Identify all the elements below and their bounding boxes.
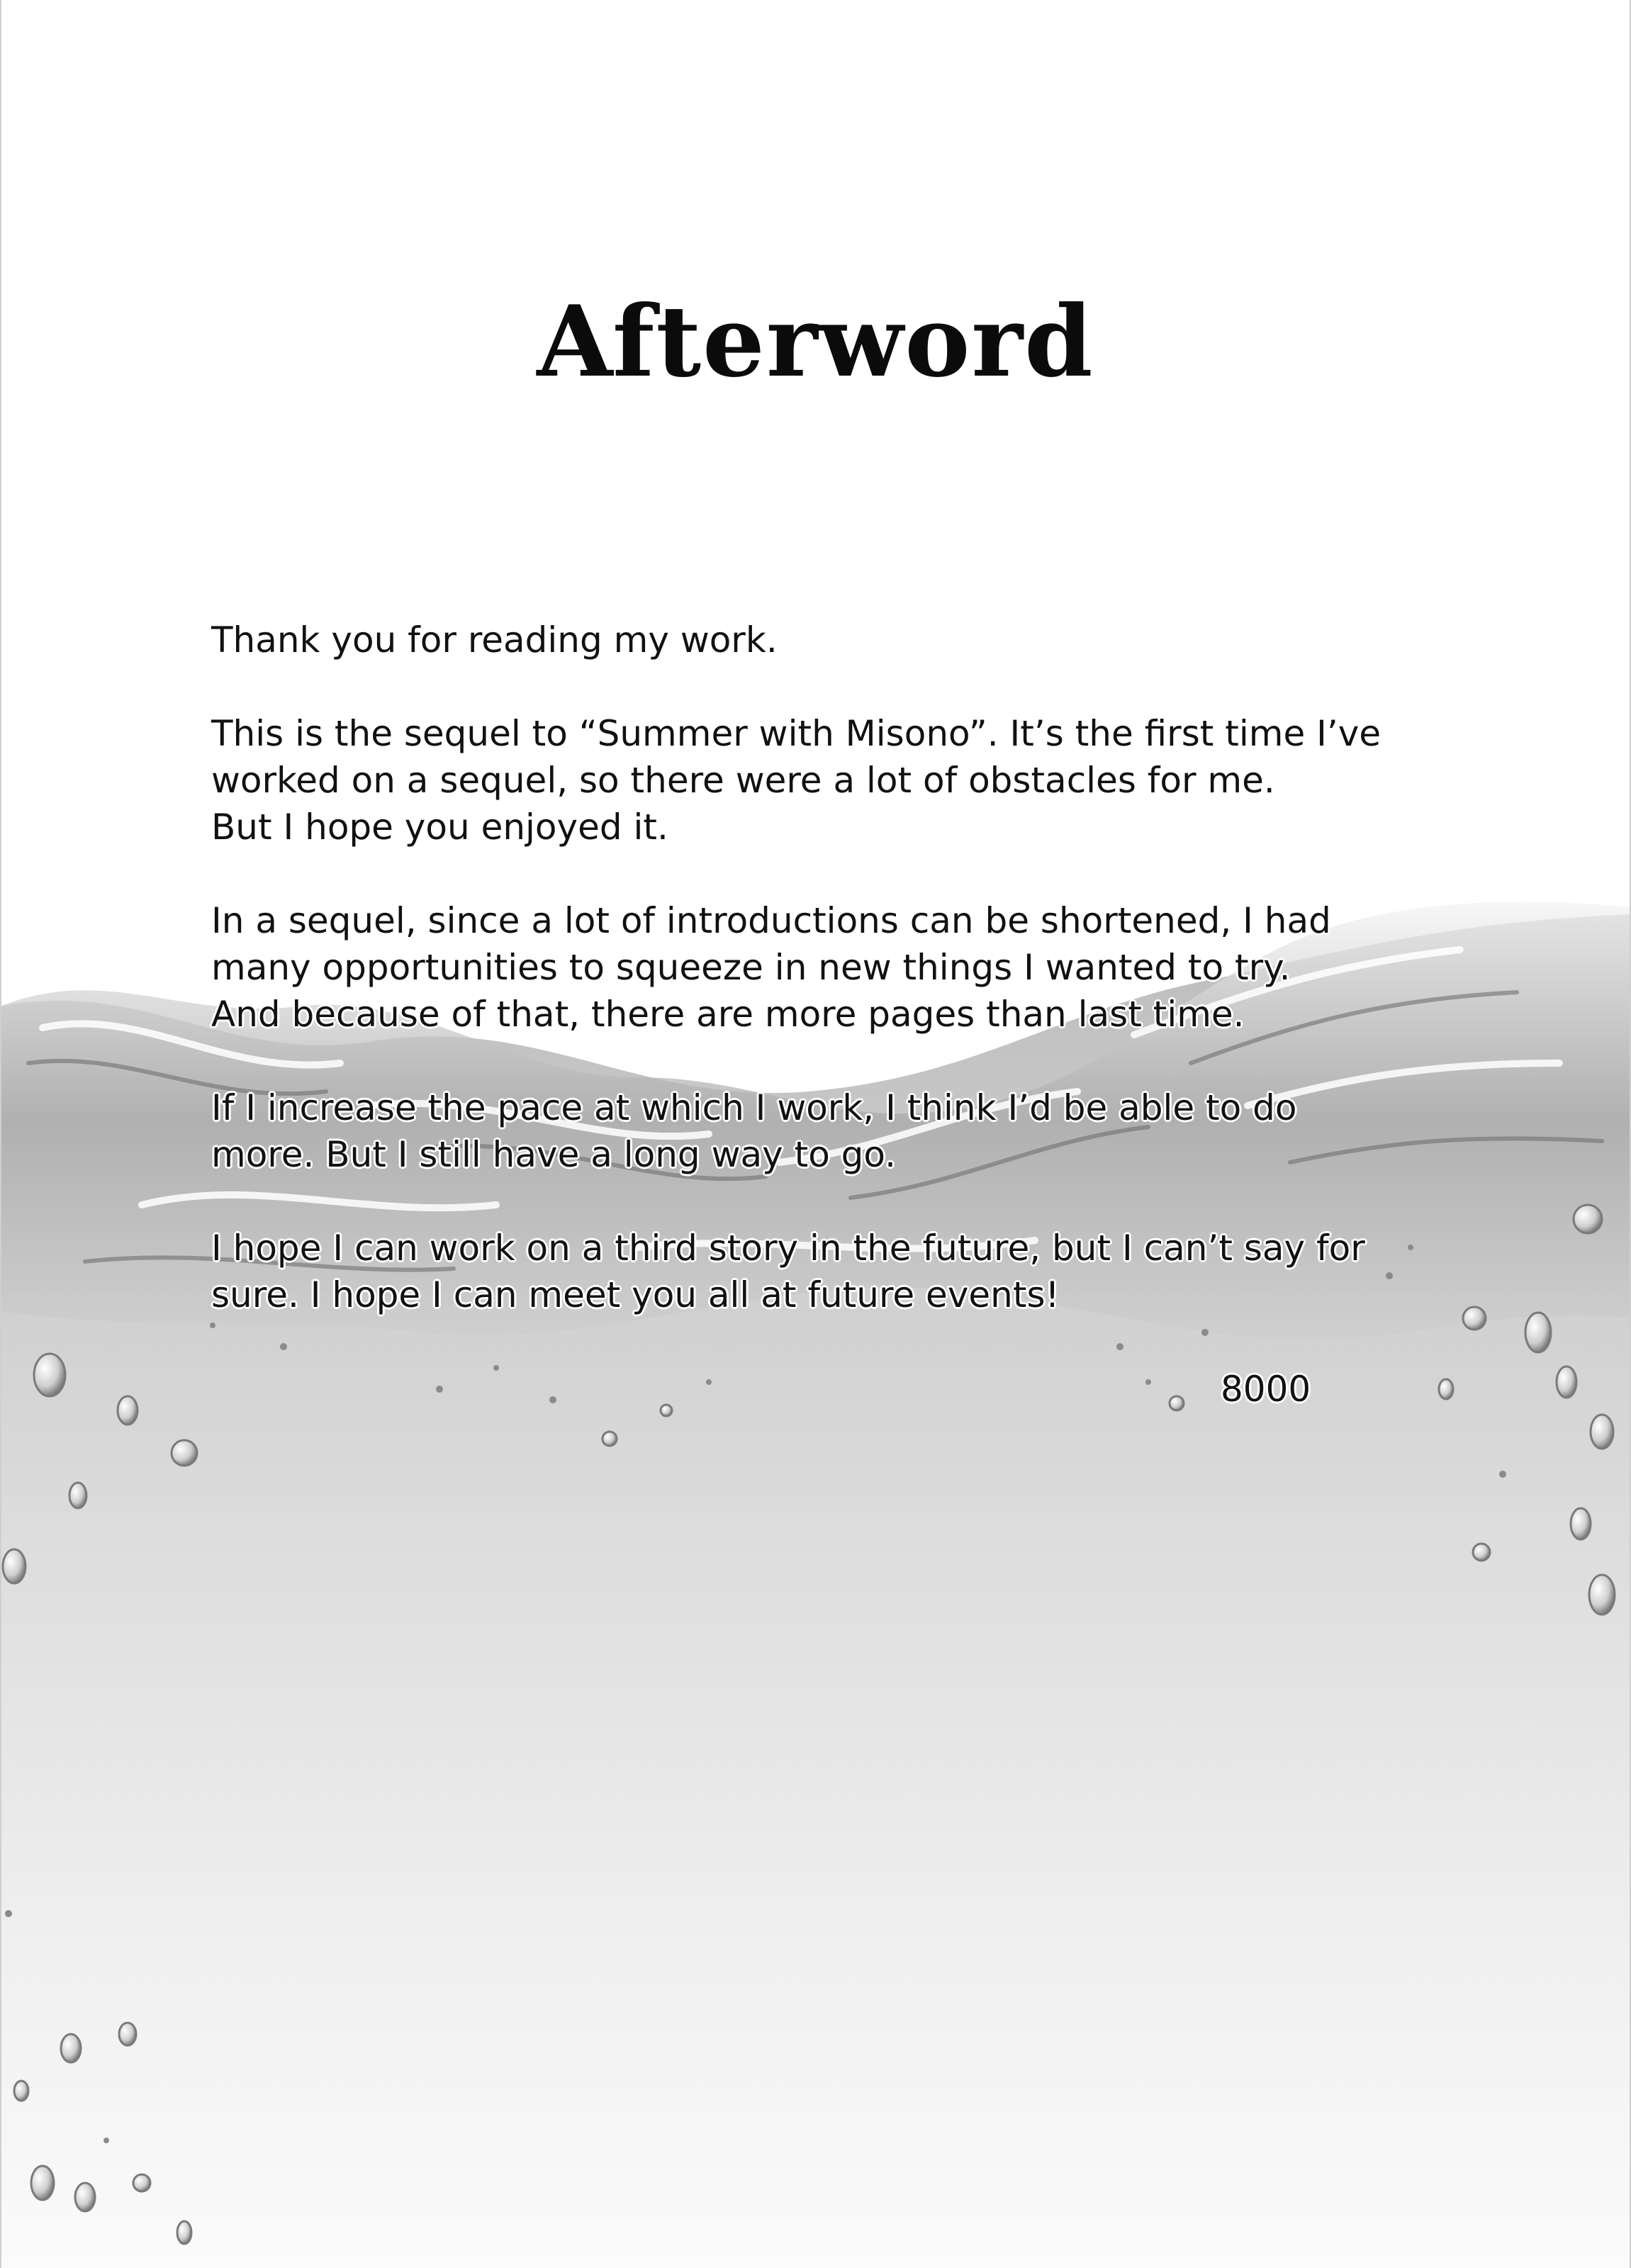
text-line: If I increase the pace at which I work, I think I’d be able to do xyxy=(211,1087,1297,1128)
paragraph-future xyxy=(211,1225,1430,1318)
paragraph-pages xyxy=(211,897,1430,1038)
author-signature: 8000 xyxy=(1221,1369,1311,1410)
text-line: many opportunities to squeeze in new things I wanted to try. xyxy=(211,947,1291,988)
paragraph-thanks xyxy=(211,617,1430,663)
page-title: Afterword xyxy=(537,284,1094,399)
text-line: sure. I hope I can meet you all at future events! xyxy=(211,1274,1060,1315)
text-line: Thank you for reading my work. xyxy=(211,619,778,661)
paragraph-sequel xyxy=(211,710,1430,850)
text-line: And because of that, there are more pages than last time. xyxy=(211,994,1245,1035)
paragraph-pace xyxy=(211,1084,1430,1178)
text-line: more. But I still have a long way to go. xyxy=(211,1134,897,1175)
afterword-body xyxy=(211,617,1430,1365)
text-line: This is the sequel to “Summer with Misono”. It’s the first time I’ve xyxy=(211,713,1381,754)
text-line: In a sequel, since a lot of introductions can be shortened, I had xyxy=(211,900,1331,941)
text-line: I hope I can work on a third story in the future, but I can’t say for xyxy=(211,1228,1365,1269)
text-line: worked on a sequel, so there were a lot of obstacles for me. xyxy=(211,760,1275,801)
text-line: But I hope you enjoyed it. xyxy=(211,807,668,848)
